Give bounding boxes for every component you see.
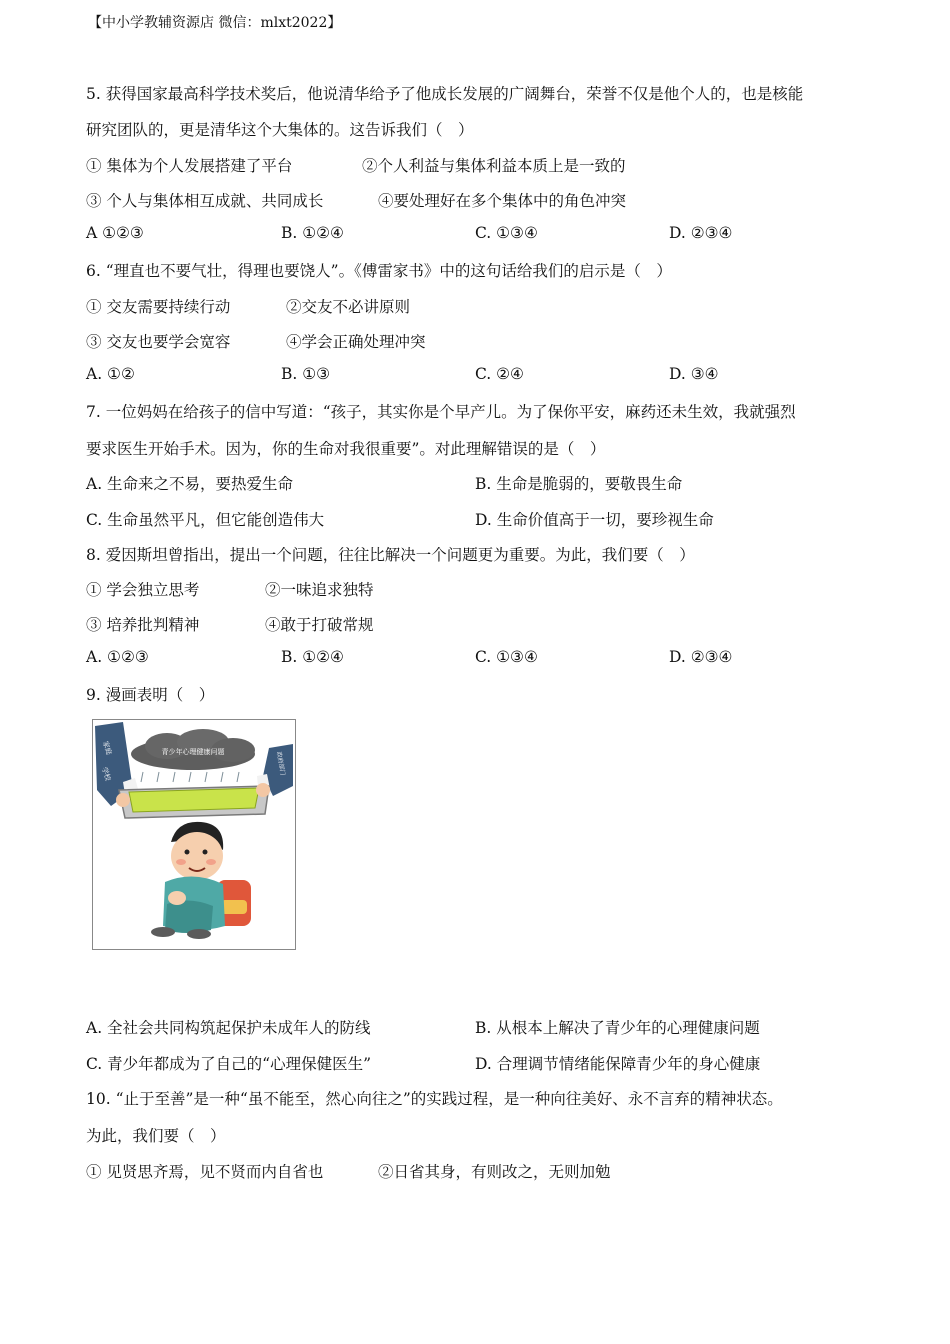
q5-stem-line1: 5. 获得国家最高科学技术奖后，他说清华给予了他成长发展的广阔舞台，荣誉不仅是他个人的，也是核能 <box>86 85 804 103</box>
sleeve-label-government: 政府部门 <box>275 751 287 776</box>
q10-stem-line1: 10. “止于至善”是一种“虽不能至，然心向往之”的实践过程，是一种向往美好、永不言弃的精神状态。 <box>86 1090 783 1108</box>
rain <box>141 772 239 782</box>
cloud-label: 青少年心理健康问题 <box>161 748 225 756</box>
q7-stem-line2: 要求医生开始手术。因为，你的生命对我很重要”。对此理解错误的是（ ） <box>86 440 606 458</box>
q10-statement-2: ②日省其身，有则改之，无则加勉 <box>378 1163 611 1181</box>
q10-statement-1: ① 见贤思齐焉，见不贤而内自省也 <box>86 1163 324 1181</box>
q8-option-d[interactable]: D. ②③④ <box>669 648 733 666</box>
q6-statement-2: ②交友不必讲原则 <box>286 298 411 316</box>
q8-option-c[interactable]: C. ①③④ <box>475 648 538 666</box>
child-figure <box>151 822 251 939</box>
q5-statement-3: ③ 个人与集体相互成就、共同成长 <box>86 192 324 210</box>
sleeve-label-family: 家庭 <box>101 740 114 756</box>
q6-option-b[interactable]: B. ①③ <box>281 365 331 383</box>
q5-option-c[interactable]: C. ①③④ <box>475 224 538 242</box>
q8-stem: 8. 爱因斯坦曾指出，提出一个问题，往往比解决一个问题更为重要。为此，我们要（ ） <box>86 546 695 564</box>
page-header: 【中小学教辅资源店 微信：mlxt2022】 <box>88 15 342 31</box>
cartoon-illustration <box>92 719 296 950</box>
storm-cloud <box>131 729 255 770</box>
q10-stem-line2: 为此，我们要（ ） <box>86 1127 226 1145</box>
q7-option-c[interactable]: C. 生命虽然平凡，但它能创造伟大 <box>86 511 325 529</box>
q5-statement-1: ① 集体为个人发展搭建了平台 <box>86 157 293 175</box>
q7-option-b[interactable]: B. 生命是脆弱的，要敬畏生命 <box>475 475 683 493</box>
q8-option-b[interactable]: B. ①②④ <box>281 648 344 666</box>
q8-statement-4: ④敢于打破常规 <box>265 616 374 634</box>
protective-tray <box>119 786 269 818</box>
q7-stem-line1: 7. 一位妈妈在给孩子的信中写道：“孩子，其实你是个早产儿。为了保你平安，麻药还未生效，我就强烈 <box>86 403 796 421</box>
q9-option-a[interactable]: A. 全社会共同构筑起保护未成年人的防线 <box>86 1019 371 1037</box>
q5-option-b[interactable]: B. ①②④ <box>281 224 344 242</box>
q5-option-a[interactable]: A ①②③ <box>86 224 144 242</box>
q9-stem: 9. 漫画表明（ ） <box>86 686 215 704</box>
q9-option-d[interactable]: D. 合理调节情绪能保障青少年的身心健康 <box>475 1055 761 1073</box>
q6-statement-1: ① 交友需要持续行动 <box>86 298 231 316</box>
q8-statement-3: ③ 培养批判精神 <box>86 616 200 634</box>
q7-option-a[interactable]: A. 生命来之不易，要热爱生命 <box>86 475 294 493</box>
q5-statement-2: ②个人利益与集体利益本质上是一致的 <box>362 157 626 175</box>
q9-option-b[interactable]: B. 从根本上解决了青少年的心理健康问题 <box>475 1019 760 1037</box>
q6-option-d[interactable]: D. ③④ <box>669 365 719 383</box>
q6-option-a[interactable]: A. ①② <box>86 365 135 383</box>
q6-option-c[interactable]: C. ②④ <box>475 365 524 383</box>
right-hand <box>256 783 270 797</box>
q8-option-a[interactable]: A. ①②③ <box>86 648 149 666</box>
q5-option-d[interactable]: D. ②③④ <box>669 224 733 242</box>
q6-stem: 6. “理直也不要气壮，得理也要饶人”。《傅雷家书》中的这句话给我们的启示是（ ） <box>86 262 672 280</box>
q9-option-c[interactable]: C. 青少年都成为了自己的“心理保健医生” <box>86 1055 372 1073</box>
q5-stem-line2: 研究团队的，更是清华这个大集体的。这告诉我们（ ） <box>86 121 474 139</box>
q5-statement-4: ④要处理好在多个集体中的角色冲突 <box>378 192 627 210</box>
q8-statement-2: ②一味追求独特 <box>265 581 374 599</box>
left-hand <box>116 793 130 807</box>
q6-statement-4: ④学会正确处理冲突 <box>286 333 426 351</box>
sleeve-label-school: 学校 <box>100 766 113 782</box>
q6-statement-3: ③ 交友也要学会宽容 <box>86 333 231 351</box>
q7-option-d[interactable]: D. 生命价值高于一切，要珍视生命 <box>475 511 714 529</box>
q8-statement-1: ① 学会独立思考 <box>86 581 200 599</box>
